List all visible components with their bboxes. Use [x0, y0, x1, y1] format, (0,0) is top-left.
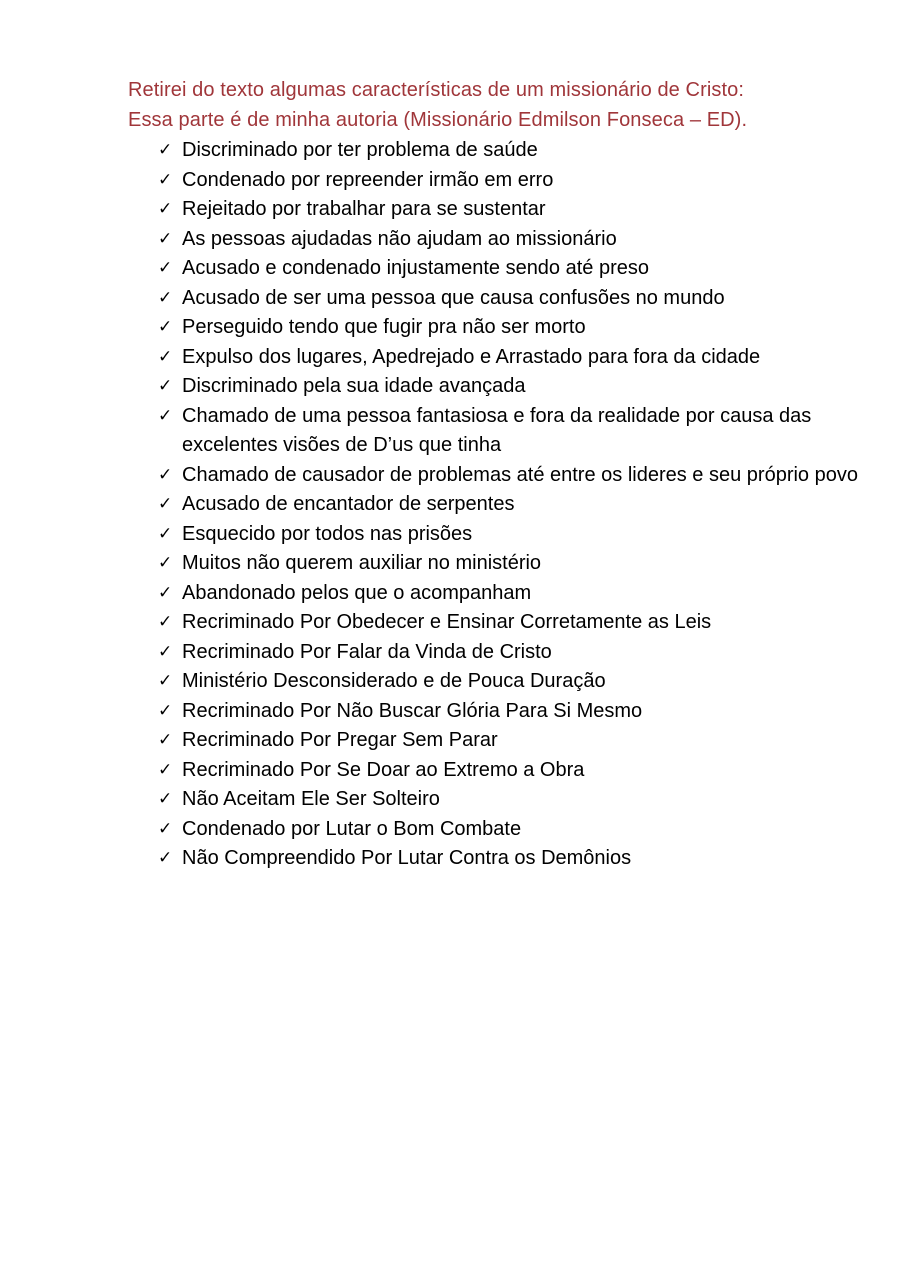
checkmark-icon: ✓	[158, 346, 173, 367]
checkmark-icon: ✓	[158, 789, 173, 809]
checklist-item	[158, 520, 858, 550]
checklist-item-text: Perseguido tendo que fugir pra não ser morto	[182, 316, 586, 338]
checklist-item-text: Esquecido por todos nas prisões	[182, 522, 473, 545]
checklist-item-text: Expulso dos lugares, Apedrejado e Arrastado para fora da cidade	[182, 345, 761, 368]
checklist-item	[158, 254, 858, 284]
checklist-item	[158, 372, 858, 402]
intro-line-2: Essa parte é de minha autoria (Missionário Edmilson Fonseca – ED).	[128, 108, 748, 131]
checkmark-icon: ✓	[158, 199, 173, 219]
checklist-item-text: Abandonado pelos que o acompanham	[182, 581, 532, 604]
checkmark-icon: ✓	[158, 523, 173, 544]
checkmark-icon: ✓	[158, 169, 173, 190]
checkmark-icon: ✓	[158, 464, 173, 485]
checklist-item	[158, 284, 858, 314]
checkmark-icon: ✓	[158, 140, 173, 160]
checkmark-icon: ✓	[158, 612, 173, 632]
checklist-item	[158, 490, 858, 520]
characteristics-checklist	[158, 136, 858, 874]
checkmark-icon: ✓	[158, 641, 173, 662]
checklist-item	[158, 667, 858, 697]
checkmark-icon: ✓	[158, 228, 173, 249]
checklist-item	[158, 549, 858, 579]
intro-paragraph	[128, 76, 848, 135]
checkmark-icon: ✓	[158, 287, 173, 308]
checkmark-icon: ✓	[158, 700, 173, 721]
checkmark-icon: ✓	[158, 759, 173, 780]
checklist-item	[158, 166, 858, 196]
checklist-item	[158, 608, 858, 638]
checklist-item	[158, 638, 858, 668]
checklist-item-text: Acusado e condenado injustamente sendo até preso	[182, 257, 650, 279]
checklist-item	[158, 844, 858, 874]
checklist-item	[158, 343, 858, 373]
checklist-item	[158, 136, 858, 166]
checklist-item	[158, 195, 858, 225]
checklist-item-text: Recriminado Por Falar da Vinda de Cristo	[182, 640, 552, 663]
checklist-item-text: As pessoas ajudadas não ajudam ao missionário	[182, 227, 617, 250]
checklist-item-text: Recriminado Por Pregar Sem Parar	[182, 729, 498, 751]
checklist-item	[158, 815, 858, 845]
checkmark-icon: ✓	[158, 848, 173, 868]
checklist-item-text: Acusado de ser uma pessoa que causa confusões no mundo	[182, 286, 725, 309]
checkmark-icon: ✓	[158, 818, 173, 839]
checkmark-icon: ✓	[158, 671, 173, 691]
checklist-item	[158, 461, 858, 491]
checklist-item	[158, 785, 858, 815]
checkmark-icon: ✓	[158, 730, 173, 750]
intro-line-1: Retirei do texto algumas características de um missionário de Cristo:	[128, 79, 745, 101]
checklist-item	[158, 726, 858, 756]
checklist-item-text: Chamado de causador de problemas até entre os lideres e seu próprio povo	[182, 463, 858, 486]
checkmark-icon: ✓	[158, 258, 173, 278]
checklist-item-text: Acusado de encantador de serpentes	[182, 493, 515, 515]
checklist-item-text: Ministério Desconsiderado e de Pouca Duração	[182, 670, 606, 692]
checklist-item-text: Não Aceitam Ele Ser Solteiro	[182, 788, 440, 810]
checklist-item-text: Discriminado por ter problema de saúde	[182, 139, 538, 161]
checklist-item-text: Recriminado Por Se Doar ao Extremo a Obra	[182, 758, 585, 781]
checkmark-icon: ✓	[158, 405, 173, 426]
checklist-item-text: Discriminado pela sua idade avançada	[182, 375, 526, 397]
checklist-item-text: Muitos não querem auxiliar no ministério	[182, 552, 542, 574]
checkmark-icon: ✓	[158, 376, 173, 396]
checklist-item-text: Rejeitado por trabalhar para se sustentar	[182, 198, 546, 220]
checklist-item	[158, 579, 858, 609]
checkmark-icon: ✓	[158, 317, 173, 337]
checklist-item-text: Condenado por repreender irmão em erro	[182, 168, 554, 191]
checklist-item	[158, 225, 858, 255]
checklist-item-text: Não Compreendido Por Lutar Contra os Demônios	[182, 847, 632, 869]
checklist-item-text: Chamado de uma pessoa fantasiosa e fora da realidade por causa das excelentes visões de D’us que tinha	[182, 404, 812, 456]
checklist-item-text: Recriminado Por Não Buscar Glória Para Si Mesmo	[182, 699, 643, 722]
checkmark-icon: ✓	[158, 582, 173, 603]
checklist-item	[158, 697, 858, 727]
checklist-item	[158, 756, 858, 786]
checklist-item	[158, 313, 858, 343]
checklist-item-text: Condenado por Lutar o Bom Combate	[182, 817, 522, 840]
checkmark-icon: ✓	[158, 494, 173, 514]
checkmark-icon: ✓	[158, 553, 173, 573]
checklist-item-text: Recriminado Por Obedecer e Ensinar Corretamente as Leis	[182, 611, 712, 633]
checklist-item	[158, 402, 858, 461]
